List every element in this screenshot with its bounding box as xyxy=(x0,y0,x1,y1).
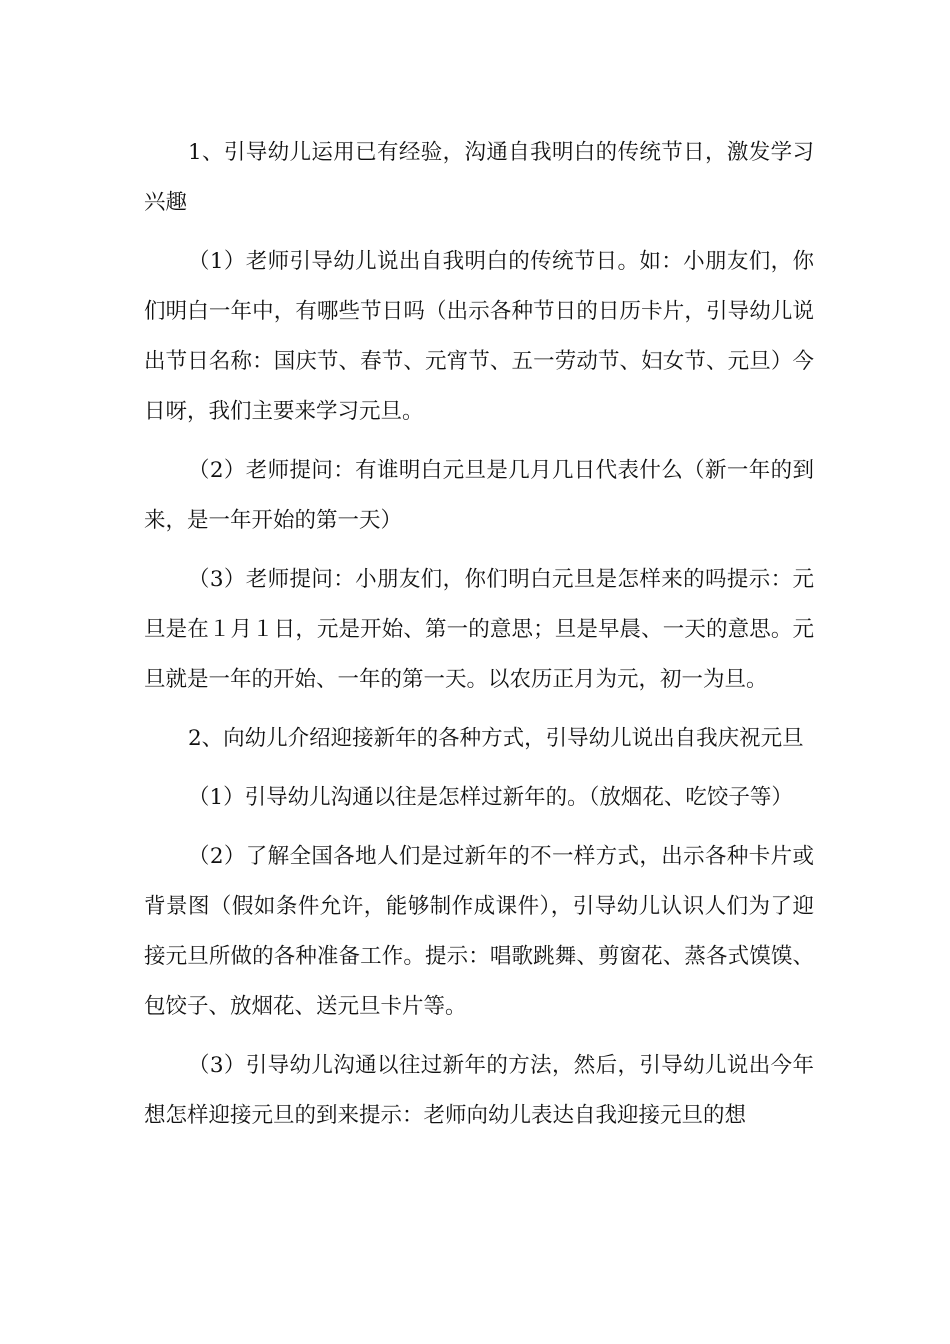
paragraph-2-2: （2）了解全国各地人们是过新年的不一样方式，出示各种卡片或背景图（假如条件允许，能够制作成课件），引导幼儿认识人们为了迎接元旦所做的各种准备工作。提示：唱歌跳舞、剪窗花、蒸各式馍馍、包饺子、放烟花、送元旦卡片等。 xyxy=(144,844,814,1019)
document-body xyxy=(144,128,814,1150)
paragraph-2-3: （3）引导幼儿沟通以往过新年的方法，然后，引导幼儿说出今年想怎样迎接元旦的到来提示：老师向幼儿表达自我迎接元旦的想 xyxy=(144,1053,814,1128)
paragraph-1-3: （3）老师提问：小朋友们，你们明白元旦是怎样来的吗提示：元旦是在１月１日，元是开始、第一的意思；旦是早晨、一天的意思。元旦就是一年的开始、一年的第一天。以农历正月为元，初一为旦。 xyxy=(144,567,814,692)
paragraph-1-1: （1）老师引导幼儿说出自我明白的传统节日。如：小朋友们，你们明白一年中，有哪些节日吗（出示各种节日的日历卡片，引导幼儿说出节日名称：国庆节、春节、元宵节、五一劳动节、妇女节、元旦）今日呀，我们主要来学习元旦。 xyxy=(144,249,814,424)
paragraph-section-1-heading: 1、引导幼儿运用已有经验，沟通自我明白的传统节日，激发学习兴趣 xyxy=(144,140,814,215)
paragraph-2-1: （1）引导幼儿沟通以往是怎样过新年的。（放烟花、吃饺子等） xyxy=(188,785,793,810)
paragraph-1-2: （2）老师提问：有谁明白元旦是几月几日代表什么（新一年的到来，是一年开始的第一天） xyxy=(144,458,814,533)
paragraph-section-2-heading: 2、向幼儿介绍迎接新年的各种方式，引导幼儿说出自我庆祝元旦 xyxy=(188,726,804,751)
